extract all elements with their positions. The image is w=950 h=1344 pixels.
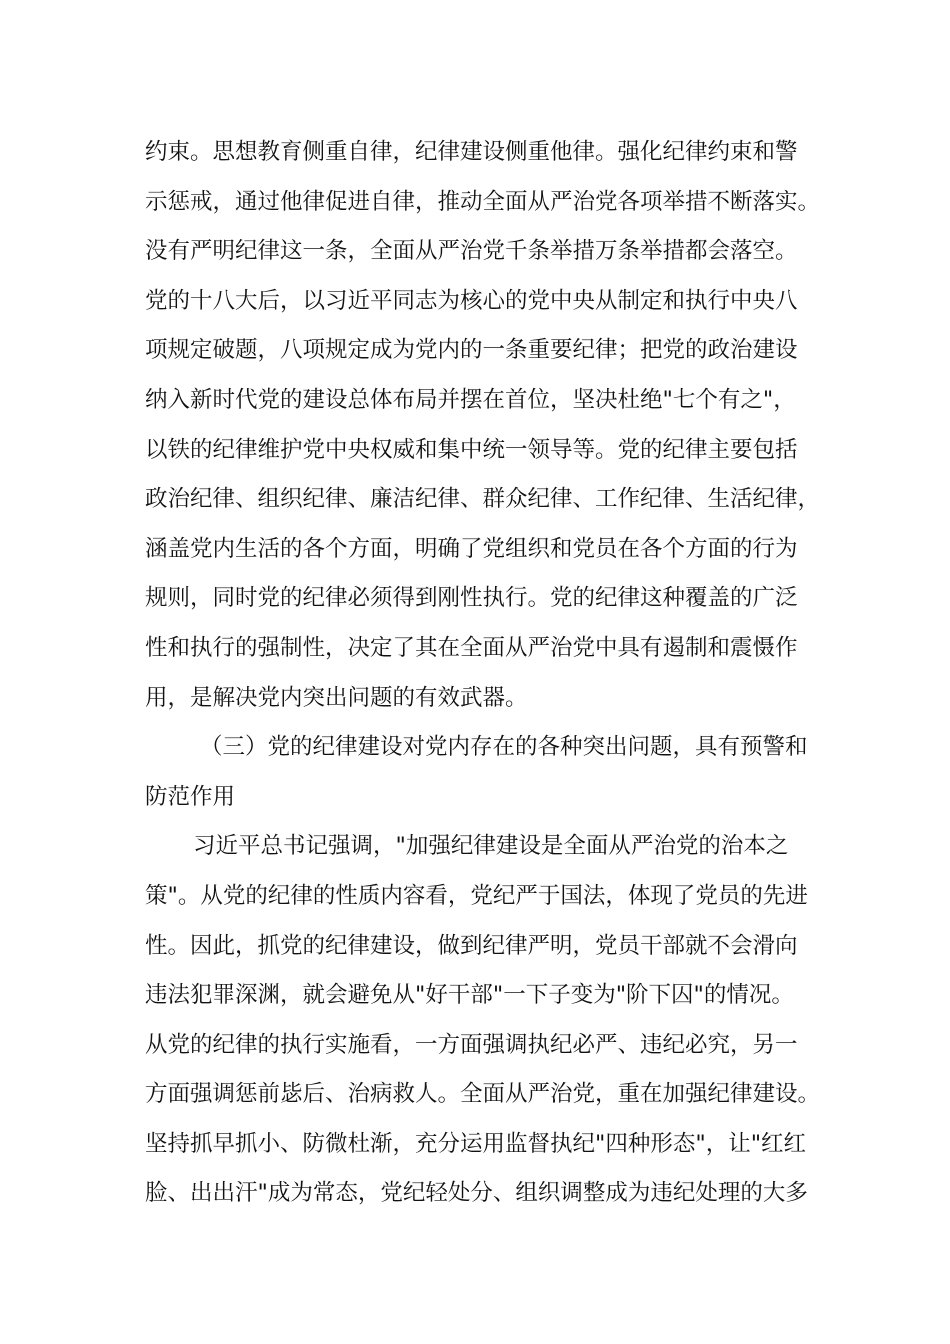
text-line-7: 以铁的纪律维护党中央权威和集中统一领导等。党的纪律主要包括: [145, 436, 798, 463]
text-line-22: 脸、出出汗"成为常态，党纪轻处分、组织调整成为违纪处理的大多: [145, 1180, 808, 1207]
text-line-5: 项规定破题，八项规定成为党内的一条重要纪律；把党的政治建设: [145, 337, 798, 364]
text-line-12: 用，是解决党内突出问题的有效武器。: [145, 684, 528, 711]
text-line-11: 性和执行的强制性，决定了其在全面从严治党中具有遏制和震慑作: [145, 634, 798, 661]
text-line-19: 从党的纪律的执行实施看，一方面强调执纪必严、违纪必究，另一: [145, 1031, 798, 1058]
section-heading-line-2: 防范作用: [145, 783, 236, 810]
text-line-3: 没有严明纪律这一条，全面从严治党千条举措万条举措都会落空。: [145, 238, 798, 265]
text-line-10: 规则，同时党的纪律必须得到刚性执行。党的纪律这种覆盖的广泛: [145, 585, 798, 612]
text-line-6: 纳入新时代党的建设总体布局并摆在首位，坚决杜绝"七个有之"，: [145, 386, 796, 413]
text-line-4: 党的十八大后，以习近平同志为核心的党中央从制定和执行中央八: [145, 287, 798, 314]
text-line-9: 涵盖党内生活的各个方面，明确了党组织和党员在各个方面的行为: [145, 535, 798, 562]
text-line-18: 违法犯罪深渊，就会避免从"好干部"一下子变为"阶下囚"的情况。: [145, 982, 794, 1009]
text-line-1: 约束。思想教育侧重自律，纪律建设侧重他律。强化纪律约束和警: [145, 139, 798, 165]
text-line-20: 方面强调惩前毖后、治病救人。全面从严治党，重在加强纪律建设。: [145, 1081, 821, 1108]
section-heading-line-1: （三）党的纪律建设对党内存在的各种突出问题，具有预警和: [200, 734, 808, 761]
text-line-16: 策"。从党的纪律的性质内容看，党纪严于国法，体现了党员的先进: [145, 882, 808, 909]
text-line-15: 习近平总书记强调，"加强纪律建设是全面从严治党的治本之: [193, 833, 789, 860]
document-body: [145, 128, 835, 1219]
text-line-2: 示惩戒，通过他律促进自律，推动全面从严治党各项举措不断落实。: [145, 188, 821, 215]
text-line-17: 性。因此，抓党的纪律建设，做到纪律严明，党员干部就不会滑向: [145, 932, 798, 959]
text-line-21: 坚持抓早抓小、防微杜渐，充分运用监督执纪"四种形态"，让"红红: [145, 1130, 807, 1157]
text-line-8: 政治纪律、组织纪律、廉洁纪律、群众纪律、工作纪律、生活纪律，: [145, 486, 821, 513]
